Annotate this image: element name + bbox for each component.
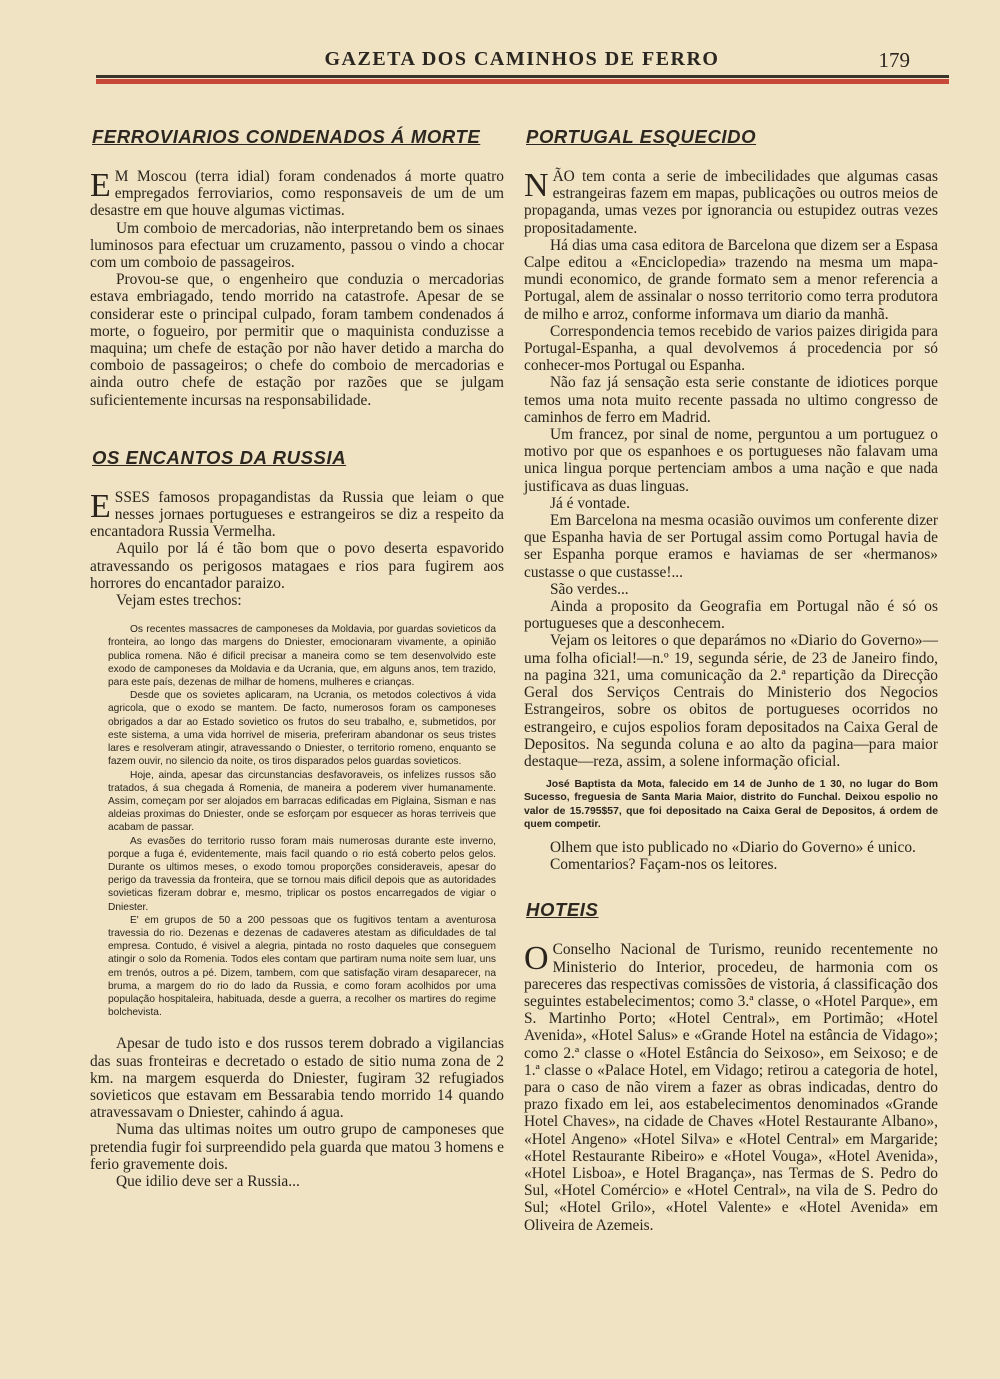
article-paragraph: São verdes... — [550, 580, 629, 598]
article-paragraph: Há dias uma casa editora de Barcelona que dizem ser a Espasa Calpe editou a «Enciclopedia» trazendo na mesma um mapa-mundi economico, de grande formato sem a menor referencia a Portugal, alem de assinalar o nosso territorio como terra produtora de milho e arroz, conforme informava um diario da manhã. — [524, 236, 938, 323]
article-paragraph: Aquilo por lá é tão bom que o povo deserta espavorido atravessando os perigosos matagaes e rios para fugirem aos horrores do encantador paraizo. — [90, 540, 504, 592]
article-title: FERROVIARIOS CONDENADOS Á MORTE — [92, 126, 481, 147]
paragraph-text: SSES famosos propagandistas da Russia que leiam o que nesses jornaes portugueses e estrangeiros se diz a respeito da encantadora Russia Vermelha. — [90, 488, 504, 541]
quote-paragraph: As evasões do territorio russo foram mais numerosas durante este inverno, porque a fuga é, evidentemente, mais facil quando o rio está coberto pelos gelos. Durante os ultimos meses, o exodo tomou proporções consideraveis, apesar do perigo da travessia da fronteira, que se tornou mais dificil depois que as autoridades sovieticas fizeram dobrar e, mesmo, triplicar os postos encarregados de vigiar o Dniester. — [108, 835, 496, 913]
article-paragraph — [90, 168, 504, 220]
article-paragraph: Correspondencia temos recebido de varios paizes dirigida para Portugal-Espanha, a qual devolvemos á procedencia por só conhecer-mos Portugal ou Espanha. — [524, 322, 938, 375]
article-paragraph: Apesar de tudo isto e dos russos terem dobrado a vigilancias das suas fronteiras e decretado o estado de sitio numa zona de 2 km. na margem esquerda do Dniester, fugiram 32 refugiados sovieticos que estavam em Bessarabia tendo morrido 14 quando atravessavam o Dniester, cahindo á agua. — [90, 1035, 504, 1122]
article-paragraph: Em Barcelona na mesma ocasião ouvimos um conferente dizer que Espanha havia de ser Portugal assim como Portugal havia de ser Espanha porque eramos e haviamas de ser «hermanos» custasse o que custasse!... — [524, 512, 938, 581]
header-red-rule — [96, 79, 949, 84]
page-header — [92, 44, 952, 76]
article-paragraph: Ainda a proposito da Geografia em Portugal não é só os portugueses que a desconhecem. — [524, 598, 938, 633]
article-paragraph — [90, 489, 504, 541]
article-paragraph: Que idilio deve ser a Russia... — [116, 1172, 300, 1190]
article-paragraph: Numa das ultimas noites um outro grupo de camponeses que pretendia fugir foi surpreendido pela guarda que matou 3 homens e ferio gravemente dois. — [90, 1121, 504, 1173]
paragraph-text: M Moscou (terra idial) foram condenados á morte quatro empregados ferroviarios, como responsaveis de um de um desastre em que houve algumas victimas. — [90, 168, 504, 220]
article-paragraph: Um comboio de mercadorias, não interpretando bem os sinaes luminosos para efectuar um cruzamento, passou o vindo a chocar com um comboio de passageiros. — [90, 219, 504, 272]
article-paragraph: Vejam os leitores o que deparámos no «Diario do Governo»—uma folha oficial!—n.º 19, segunda série, de 23 de Janeiro findo, na pagina 321, uma comunicação da 2.ª repartição da Direcção Geral dos Serviços Centrais do Ministerio dos Negocios Estrangeiros, sobre os obitos de portugueses ocorridos no estrangeiro, e cujos espolios foram depositados na Caixa Geral de Depositos. Na segunda coluna e ao alto da pagina—para maior destaque—reza, assim, a solene informação oficial. — [524, 632, 938, 770]
quote-paragraph: Desde que os sovietes aplicaram, na Ucrania, os metodos colectivos á vida agricola, que o exodo se mantem. De facto, numerosos foram os camponeses obrigados a dar ao Estado sovietico os frutos do seu trabalho, e, submetidos, por este sistema, a uma vida horrivel de miseria, preferiram abandonar os seus tristes lares e resolveram atingir, atravessando o Dniester, o territorio romeno, enquanto se fazem ouvir, no silencio da noite, os tiros disparados pelos guardas sovieticos. — [108, 690, 496, 768]
article-encantos-russia — [90, 447, 504, 1190]
article-hoteis — [524, 899, 938, 1233]
left-column — [90, 126, 504, 1190]
paragraph-text: ÃO tem conta a serie de imbecilidades que algumas casas estrangeiras fazem em mapas, publicações ou outros meios de propaganda, umas vezes por ignorancia ou estupidez outras vezes propositadamente. — [524, 168, 938, 237]
article-paragraph: Provou-se que, o engenheiro que conduzia o mercadorias estava embriagado, tendo morrido na catastrofe. Apesar de se considerar este o principal culpado, foram tambem condenados á morte, o fogueiro, por permitir que o maquinista conduzisse a maquina; um chefe de estação por não haver detido a marcha do comboio de passageiros; o chefe do comboio de mercadorias e ainda outro chefe de estação por razões que se julgam suficientemente incursas na responsabilidade. — [90, 271, 504, 409]
article-paragraph: Já é vontade. — [550, 494, 630, 512]
drop-cap: E — [90, 487, 111, 525]
article-paragraph: Um francez, por sinal de nome, perguntou a um portuguez o motivo por que os espanhoes e os portugueses não falavam uma unica lingua porque pertenciam ambos a uma nação e que nada justificava as duas linguas. — [524, 426, 938, 495]
article-title: HOTEIS — [526, 899, 599, 921]
article-paragraph: Olhem que isto publicado no «Diario do Governo» é unico. — [550, 838, 916, 856]
article-title: PORTUGAL ESQUECIDO — [526, 126, 757, 147]
article-paragraph: Não faz já sensação esta serie constante de idiotices porque temos uma nota muito recente passada no ultimo congresso de caminhos de ferro em Madrid. — [524, 374, 938, 426]
drop-cap: N — [524, 167, 549, 204]
header-rule — [96, 75, 949, 78]
article-ferroviarios — [90, 126, 504, 409]
article-title: OS ENCANTOS DA RUSSIA — [92, 446, 347, 468]
quote-paragraph: Hoje, ainda, apesar das circunstancias desfavoraveis, os infelizes russos são tratados, á sua chegada á Romenia, de maneira a poderem viver humanamente. Assim, começam por ser alojados em barracas edificadas em Piglaina, Sisman e nas aldeias proximas do Dniester, onde se esforçam por esquecer as horas terriveis que acabam de passar. — [108, 769, 496, 834]
paragraph-text: Conselho Nacional de Turismo, reunido recentemente no Ministerio do Interior, procedeu, de harmonia com os pareceres das respectivas comissões de vistoria, á classificação dos seguintes estabelecimentos; como 3.ª classe, o «Hotel Parque», em S. Martinho Porto; «Hotel Central», em Portimão; «Hotel Avenida», «Hotel Salus» e «Grande Hotel na estância de Vidago»; como 2.ª classe o «Hotel Estância do Seixoso», em Seixoso; e de 1.ª classe o «Palace Hotel, em Vidago; retirou a categoria de hotel, para o caso de não virem a fazer as obras indicadas, dentro do prazo fixado em lei, aos estabelecimentos denominados «Grande Hotel Chaves», na cidade de Chaves «Hotel Restaurante Albano», «Hotel Angeno» «Hotel Silva» e «Hotel Central» em Margaride; «Hotel Restaurante Ribeiro» e «Hotel Vouga», «Hotel Avenida», «Hotel Lisboa», e Hotel Bragança», nas Termas de S. Pedro do Sul, «Hotel Comércio» e «Hotel Central», na vila de S. Pedro do Sul; «Hotel Grilo», «Hotel Valente» e «Hotel Avenida» em Oliveira de Azemeis. — [524, 941, 938, 1234]
page-number: 179 — [878, 48, 910, 72]
drop-cap: E — [90, 167, 111, 204]
quote-paragraph: E' em grupos de 50 a 200 pessoas que os fugitivos tentam a aventurosa travessia do rio. Dezenas e dezenas de cadaveres atestam as dificuldades de tal empresa. Contudo, é visivel a alegria, pintada no rosto daqueles que conseguem atingir o solo da Romenia. Todos eles contam que partiram numa noite sem luar, uns em trenós, outros a pé. Dizem, tambem, com que satisfação viram desaparecer, na bruma, a margem do rio do lado da Russia, e como foram acolhidos por uma população hospitaleira, habituada, desde a guerra, a recolher os martires do regime bolchevista. — [108, 914, 496, 1019]
masthead: GAZETA DOS CAMINHOS DE FERRO — [324, 48, 720, 70]
article-portugal-esquecido — [524, 126, 938, 873]
article-paragraph: Vejam estes trechos: — [116, 592, 242, 610]
article-paragraph — [524, 941, 938, 1233]
quote-paragraph: Os recentes massacres de camponeses da Moldavia, por guardas sovieticos da fronteira, ao longo das margens do Dniester, emocionaram vivamente, a opinião publica romena. Não é dificil precisar a maneira como se tem desenvolvido este exodo de camponeses da Moldavia e da Ucrania, que, em alguns anos, tem trazido, para este país, dezenas de milhar de homens, mulheres e crianças. — [108, 624, 496, 689]
article-paragraph — [524, 168, 938, 237]
right-column — [524, 126, 938, 1234]
article-paragraph: Comentarios? Façam-nos os leitores. — [550, 856, 778, 874]
official-notice-quote: José Baptista da Mota, falecido em 14 de Junho de 1 30, no lugar do Bom Sucesso, freguesia de Santa Maria Maior, distrito do Funchal. Deixou espolio no valor de 15.795$57, que foi depositado na Caixa Geral de Depositos, á ordem de quem competir. — [524, 779, 938, 830]
quoted-excerpt — [100, 623, 504, 1019]
drop-cap: O — [524, 940, 549, 978]
